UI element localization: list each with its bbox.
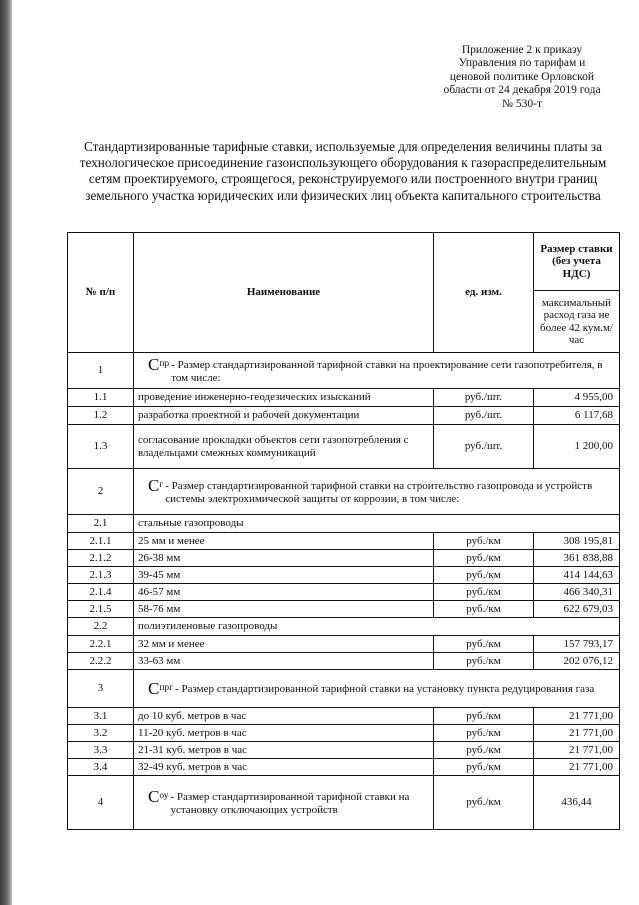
row-unit: руб./км [434, 584, 534, 601]
appendix-note [437, 44, 607, 111]
row-name: 21-31 куб. метров в час [134, 742, 434, 759]
table-row [68, 636, 620, 653]
row-unit: руб./км [434, 567, 534, 584]
row-value: 21 771,00 [534, 725, 620, 742]
row-unit: руб./шт. [434, 407, 534, 425]
row-unit: руб./км [434, 725, 534, 742]
row-num: 1.3 [68, 425, 134, 469]
appendix-line: Управления по тарифам и [458, 57, 586, 70]
row-value: 436,44 [534, 776, 620, 830]
row-num: 2.2.2 [68, 653, 134, 670]
table-row [68, 759, 620, 776]
row-num: 3.3 [68, 742, 134, 759]
header-rate-sub: максимальный расход газа не более 42 кум.м/час [534, 291, 620, 353]
row-name: проведение инженерно-геодезических изысканий [134, 389, 434, 407]
row-num: 3.2 [68, 725, 134, 742]
row-num: 2.2 [68, 618, 134, 636]
symbol-sup: оу [159, 791, 169, 802]
row-name: 39-45 мм [134, 567, 434, 584]
table-row [68, 601, 620, 618]
row-name: 11-20 куб. метров в час [134, 725, 434, 742]
table-row [68, 653, 620, 670]
row-name: 33-63 мм [134, 653, 434, 670]
section-num: 1 [68, 353, 134, 389]
header-unit: ед. изм. [434, 233, 534, 353]
row-value: 466 340,31 [534, 584, 620, 601]
row-unit: руб./шт. [434, 389, 534, 407]
rate-symbol [138, 356, 171, 374]
rate-symbol [138, 477, 165, 495]
row-num: 3.4 [68, 759, 134, 776]
table-row [68, 708, 620, 725]
row-num: 2.1.3 [68, 567, 134, 584]
row-unit: руб./км [434, 742, 534, 759]
rate-symbol [138, 680, 175, 698]
row-name: 58-76 мм [134, 601, 434, 618]
row-name: разработка проектной и рабочей документации [134, 407, 434, 425]
symbol-sup: пр [159, 359, 170, 370]
section-desc: - Размер стандартизированной тарифной ставки на строительство газопровода и устройств системы электрохимической защиты от коррозии, в том числе: [165, 480, 593, 505]
row-value: 21 771,00 [534, 742, 620, 759]
section-desc: - Размер стандартизированной тарифной ставки на установку отключающих устройств [170, 791, 410, 816]
document-title: Стандартизированные тарифные ставки, используемые для определения величины платы за технологическое присоединение газоиспользующего оборудования к газораспределительным сетям проектируемого, строящегося, реконструируемого или построенного внутри границ земельного участка юридических или физических лиц объекта капитального строительства [79, 139, 607, 203]
row-name: 25 мм и менее [134, 533, 434, 550]
section-cell [134, 776, 434, 830]
row-value: 21 771,00 [534, 759, 620, 776]
row-name: согласование прокладки объектов сети газопотребления с владельцами смежных коммуникаций [134, 425, 434, 469]
row-name: 26-38 мм [134, 550, 434, 567]
row-value: 4 955,00 [534, 389, 620, 407]
header-num: № п/п [68, 233, 134, 353]
subsection-name: полиэтиленовые газопроводы [134, 618, 620, 636]
row-num: 2.1 [68, 515, 134, 533]
symbol-letter: С [148, 355, 160, 375]
row-name: до 10 куб. метров в час [134, 708, 434, 725]
row-num: 1.1 [68, 389, 134, 407]
row-name: 46-57 мм [134, 584, 434, 601]
row-num: 2.1.2 [68, 550, 134, 567]
row-num: 2.1.4 [68, 584, 134, 601]
table-row [68, 550, 620, 567]
symbol-sup: прг [159, 682, 174, 693]
section-num: 4 [68, 776, 134, 830]
section-row [68, 776, 620, 830]
table-row [68, 425, 620, 469]
section-row [68, 469, 620, 515]
table-row [68, 533, 620, 550]
row-unit: руб./км [434, 776, 534, 830]
symbol-letter: С [148, 678, 160, 698]
row-num: 2.2.1 [68, 636, 134, 653]
header-name: Наименование [134, 233, 434, 353]
subsection-row [68, 515, 620, 533]
table-row [68, 407, 620, 425]
row-name: 32-49 куб. метров в час [134, 759, 434, 776]
table-row [68, 584, 620, 601]
row-value: 1 200,00 [534, 425, 620, 469]
row-name: 32 мм и менее [134, 636, 434, 653]
rate-symbol [138, 788, 170, 806]
subsection-row [68, 618, 620, 636]
row-num: 3.1 [68, 708, 134, 725]
section-num: 3 [68, 670, 134, 708]
row-value: 414 144,63 [534, 567, 620, 584]
section-cell [134, 670, 620, 708]
appendix-line: области от 24 декабря 2019 года [443, 84, 601, 97]
header-rate: Размер ставки (без учета НДС) [534, 233, 620, 291]
appendix-line: ценовой политике Орловской [449, 70, 595, 83]
section-row [68, 353, 620, 389]
section-num: 2 [68, 469, 134, 515]
row-value: 21 771,00 [534, 708, 620, 725]
row-value: 622 679,03 [534, 601, 620, 618]
row-num: 2.1.1 [68, 533, 134, 550]
row-unit: руб./км [434, 653, 534, 670]
section-desc: - Размер стандартизированной тарифной ставки на установку пункта редуцирования газа [175, 682, 595, 695]
row-unit: руб./км [434, 601, 534, 618]
symbol-sup: г [159, 480, 164, 491]
row-unit: руб./км [434, 636, 534, 653]
row-value: 157 793,17 [534, 636, 620, 653]
symbol-letter: С [148, 787, 160, 807]
appendix-line: Приложение 2 к приказу [461, 44, 583, 56]
section-cell [134, 353, 620, 389]
tariff-table [67, 232, 620, 830]
row-num: 1.2 [68, 407, 134, 425]
section-row [68, 670, 620, 708]
table-row [68, 742, 620, 759]
row-value: 361 838,88 [534, 550, 620, 567]
row-num: 2.1.5 [68, 601, 134, 618]
section-desc: - Размер стандартизированной тарифной ставки на проектирование сети газопотребителя, в том числе: [171, 359, 603, 384]
scan-edge [0, 0, 12, 905]
table-row [68, 389, 620, 407]
section-cell [134, 469, 620, 515]
row-unit: руб./км [434, 533, 534, 550]
row-unit: руб./км [434, 550, 534, 567]
row-value: 308 195,81 [534, 533, 620, 550]
row-unit: руб./км [434, 708, 534, 725]
row-value: 6 117,68 [534, 407, 620, 425]
table-row [68, 567, 620, 584]
row-unit: руб./шт. [434, 425, 534, 469]
symbol-letter: С [148, 476, 160, 496]
table-row [68, 725, 620, 742]
appendix-line: № 530-т [502, 97, 542, 110]
row-value: 202 076,12 [534, 653, 620, 670]
subsection-name: стальные газопроводы [134, 515, 620, 533]
row-unit: руб./км [434, 759, 534, 776]
